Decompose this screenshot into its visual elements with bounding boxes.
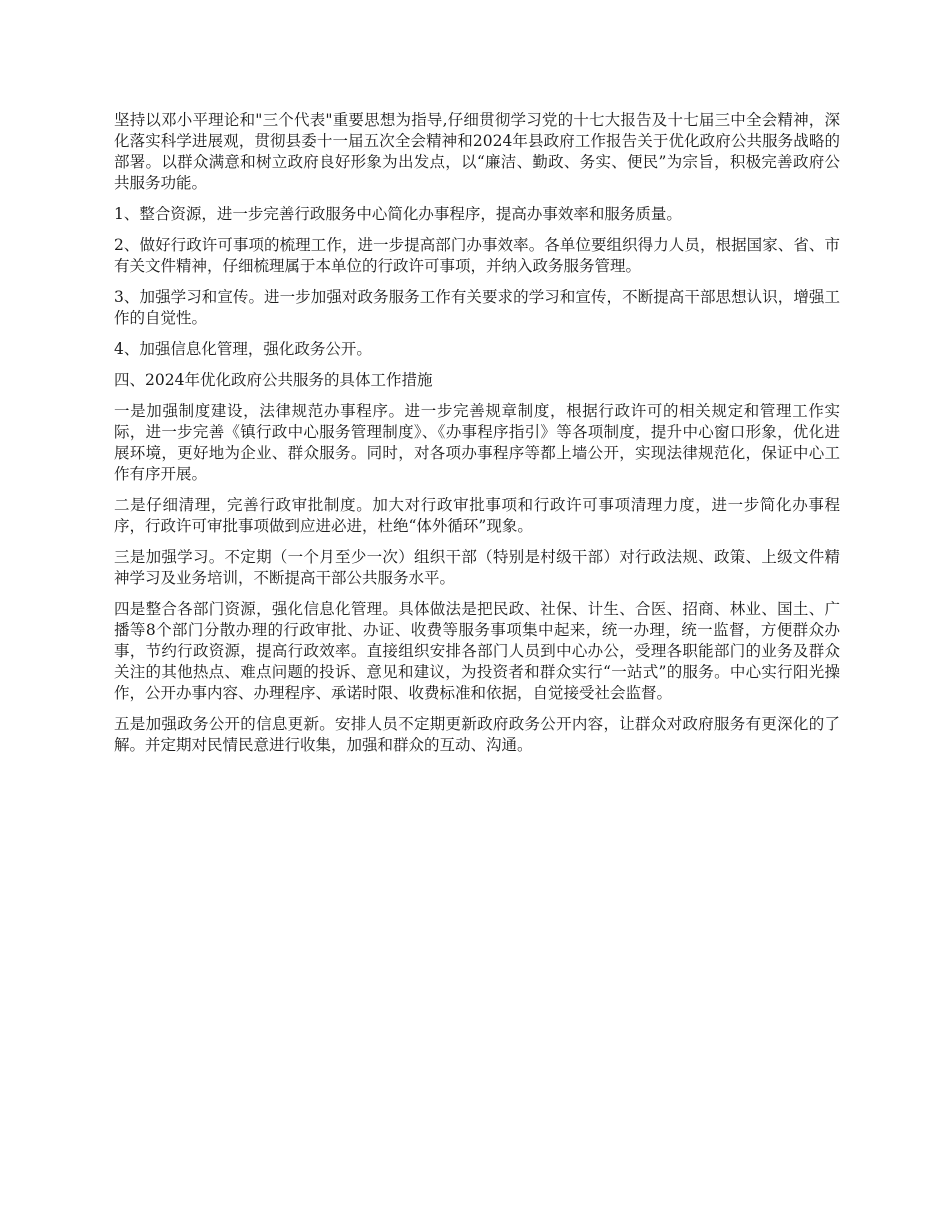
measure-4-paragraph: 四是整合各部门资源，强化信息化管理。具体做法是把民政、社保、计生、合医、招商、林业、国土、广播等8个部门分散办理的行政审批、办证、收费等服务事项集中起来，统一办理，统一监督，方便群众办事，节约行政资源，提高行政效率。直接组织安排各部门人员到中心办公，受理各职能部门的业务及群众关注的其他热点、难点问题的投诉、意见和建议，为投资者和群众实行“一站式”的服务。中心实行阳光操作，公开办事内容、办理程序、承诺时限、收费标准和依据，自觉接受社会监督。	[114, 600, 840, 702]
item-2-paragraph: 2、做好行政许可事项的梳理工作，进一步提高部门办事效率。各单位要组织得力人员，根据国家、省、市有关文件精神，仔细梳理属于本单位的行政许可事项，并纳入政务服务管理。	[114, 236, 840, 275]
item-4-paragraph: 4、加强信息化管理，强化政务公开。	[114, 340, 372, 358]
measure-1-paragraph: 一是加强制度建设，法律规范办事程序。进一步完善规章制度，根据行政许可的相关规定和管理工作实际，进一步完善《镇行政中心服务管理制度》、《办事程序指引》等各项制度，提升中心窗口形象，优化进展环境，更好地为企业、群众服务。同时，对各项办事程序等都上墙公开，实现法律规范化，保证中心工作有序开展。	[114, 402, 840, 483]
item-3-paragraph: 3、加强学习和宣传。进一步加强对政务服务工作有关要求的学习和宣传，不断提高干部思想认识，增强工作的自觉性。	[114, 288, 840, 327]
measure-3-paragraph: 三是加强学习。不定期（一个月至少一次）组织干部（特别是村级干部）对行政法规、政策、上级文件精神学习及业务培训，不断提高干部公共服务水平。	[114, 548, 840, 587]
measure-5-paragraph: 五是加强政务公开的信息更新。安排人员不定期更新政府政务公开内容，让群众对政府服务有更深化的了解。并定期对民情民意进行收集，加强和群众的互动、沟通。	[114, 715, 840, 754]
item-1-paragraph: 1、整合资源，进一步完善行政服务中心简化办事程序，提高办事效率和服务质量。	[114, 205, 682, 223]
section-heading: 四、2024年优化政府公共服务的具体工作措施	[114, 371, 433, 389]
document-body	[114, 110, 840, 766]
intro-paragraph: 坚持以邓小平理论和"三个代表"重要思想为指导,仔细贯彻学习党的十七大报告及十七届三中全会精神，深化落实科学进展观，贯彻县委十一届五次全会精神和2024年县政府工作报告关于优化政府公共服务战略的部署。以群众满意和树立政府良好形象为出发点，以“廉洁、勤政、务实、便民”为宗旨，积极完善政府公共服务功能。	[114, 111, 840, 192]
measure-2-paragraph: 二是仔细清理，完善行政审批制度。加大对行政审批事项和行政许可事项清理力度，进一步简化办事程序，行政许可审批事项做到应进必进，杜绝“体外循环”现象。	[114, 496, 840, 535]
